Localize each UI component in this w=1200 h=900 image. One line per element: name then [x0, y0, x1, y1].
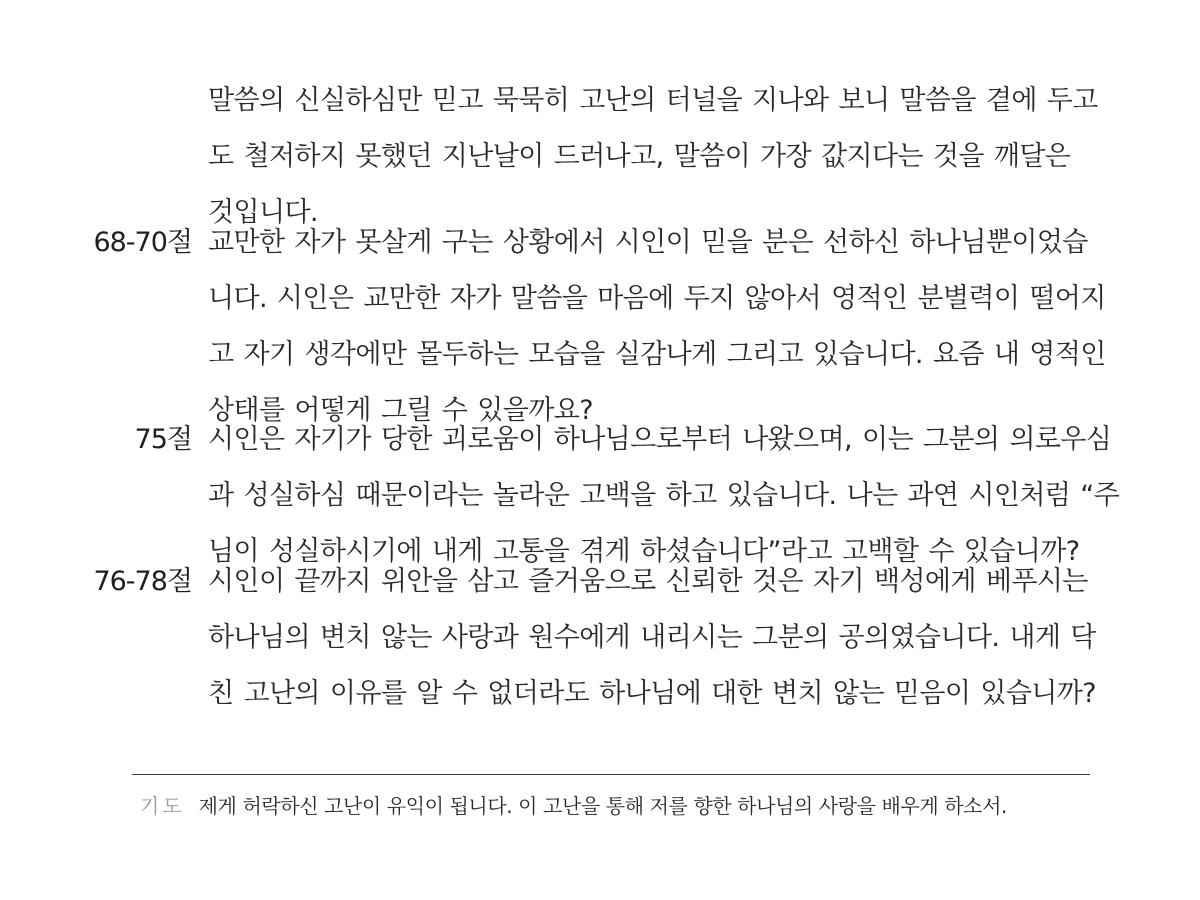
entry-line: 교만한 자가 못살게 구는 상황에서 시인이 믿을 분은 선하신 하나님뿐이었습 [208, 227, 1088, 258]
entry-line: 친 고난의 이유를 알 수 없더라도 하나님에 대한 변치 않는 믿음이 있습니까? [208, 678, 1096, 709]
entry-line: 시인은 자기가 당한 괴로움이 하나님으로부터 나왔으며, 이는 그분의 의로우심 [208, 424, 1112, 455]
prayer-label: 기도 [140, 794, 185, 818]
prayer-divider [132, 774, 1090, 775]
entry-line: 님이 성실하시기에 내게 고통을 겪게 하셨습니다”라고 고백할 수 있습니까? [208, 536, 1080, 567]
prayer-section [140, 786, 1007, 826]
verse-label: 68-70절 [93, 227, 192, 258]
entry-line: 상태를 어떻게 그릴 수 있을까요? [208, 395, 593, 426]
prayer-text: 제게 허락하신 고난이 유익이 됩니다. 이 고난을 통해 저를 향한 하나님의 사랑을 배우게 하소서. [198, 794, 1007, 818]
intro-line: 말씀의 신실하심만 믿고 묵묵히 고난의 터널을 지나와 보니 말씀을 곁에 두고 [208, 85, 1098, 116]
verse-label: 76-78절 [93, 566, 192, 597]
intro-line: 것입니다. [208, 197, 318, 228]
verse-label: 75절 [134, 424, 192, 455]
intro-line: 도 철저하지 못했던 지난날이 드러나고, 말씀이 가장 값지다는 것을 깨달은 [208, 141, 1071, 172]
entry-line: 하나님의 변치 않는 사랑과 원수에게 내리시는 그분의 공의였습니다. 내게 닥 [208, 622, 1096, 653]
entry-line: 시인이 끝까지 위안을 삼고 즐거움으로 신뢰한 것은 자기 백성에게 베푸시는 [208, 566, 1088, 597]
entry-line: 과 성실하심 때문이라는 놀라운 고백을 하고 있습니다. 나는 과연 시인처럼 “주 [208, 480, 1120, 511]
entry-line: 고 자기 생각에만 몰두하는 모습을 실감나게 그리고 있습니다. 요즘 내 영적인 [208, 339, 1106, 370]
entry-line: 니다. 시인은 교만한 자가 말씀을 마음에 두지 않아서 영적인 분별력이 떨어지 [208, 283, 1106, 314]
